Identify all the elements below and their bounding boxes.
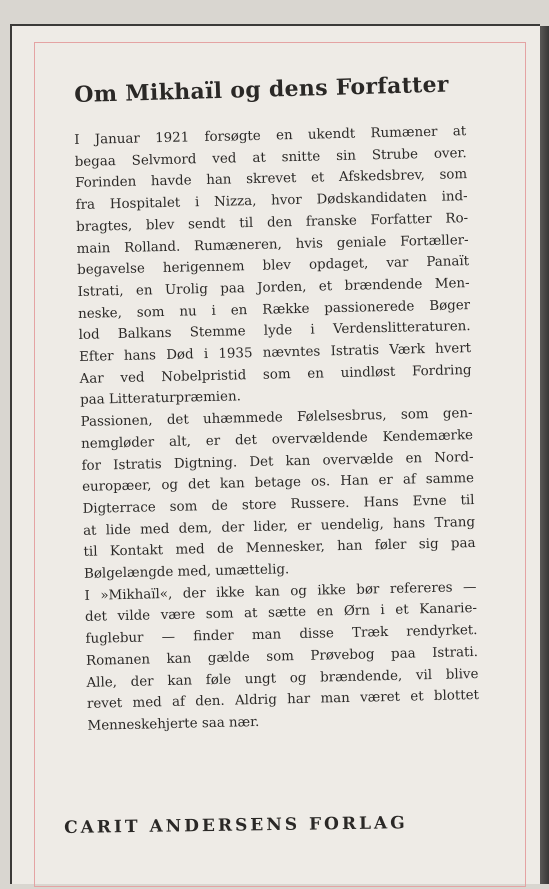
text-line: fuglebur — finder man disse Træk rendyrket. xyxy=(85,623,478,648)
text-line: nemgløder alt, er det overvældende Kendemærke xyxy=(80,427,474,452)
text-line: Bølgelængde med, umættelig. xyxy=(83,562,290,582)
text-line: fra Hospitalet i Nizza, hvor Dødskandidaten ind- xyxy=(75,189,468,214)
text-line: begavelse herigennem blev opdaget, var Panaït xyxy=(77,254,470,279)
text-line: lod Balkans Stemme lyde i Verdenslitteraturen. xyxy=(78,319,471,344)
text-line: Efter hans Død i 1935 nævntes Istratis Værk hvert xyxy=(78,341,472,365)
text-line: Passionen, det uhæmmede Følelsesbrus, som gen- xyxy=(80,406,473,431)
publisher-imprint: CARIT ANDERSENS FORLAG xyxy=(64,813,408,838)
text-line: europæer, og det kan betage os. Han er af samme xyxy=(81,471,475,496)
text-line: Istrati, en Urolig paa Jorden, et brændende Men- xyxy=(77,275,470,300)
paragraph-2 xyxy=(80,403,476,585)
text-line: det vilde være som at sætte en Ørn i et Kanarie- xyxy=(84,601,478,626)
text-line: Forinden havde han skrevet et Afskedsbrev, som xyxy=(75,167,468,192)
text-line: at lide med dem, der lider, er uendelig, hans Trang xyxy=(82,514,476,539)
text-line: bragtes, blev sendt til den franske Forfatter Ro- xyxy=(76,210,469,235)
paragraph-1 xyxy=(74,121,472,412)
text-line: Digterrace som de store Russere. Hans Evne til xyxy=(82,492,475,517)
text-line: Alle, der kan føle ungt og brændende, vil blive xyxy=(86,666,479,691)
text-line: Aar ved Nobelpristid som en uindløst Fordring xyxy=(79,362,472,387)
paragraph-3 xyxy=(84,577,479,738)
text-line: for Istratis Digtning. Det kan overvælde en Nord- xyxy=(81,449,474,474)
text-line: main Rolland. Rumæneren, hvis geniale Fortæller- xyxy=(76,232,469,257)
text-line: I Januar 1921 forsøgte en ukendt Rumæner at xyxy=(74,124,467,148)
text-line: paa Litteraturpræmien. xyxy=(79,389,242,409)
text-line: I »Mikhaïl«, der ikke kan og ikke bør refereres — xyxy=(84,579,477,604)
text-line: begaa Selvmord ved at snitte sin Strube over. xyxy=(74,145,467,170)
page-title: Om Mikhaïl og dens Forfatter xyxy=(74,71,450,108)
text-line: revet med af den. Aldrig har man været et blottet xyxy=(86,688,480,713)
text-line: neske, som nu i en Række passionerede Bøger xyxy=(78,297,471,322)
text-line: Romanen kan gælde som Prøvebog paa Istrati. xyxy=(85,644,479,669)
text-line: Menneskehjerte saa nær. xyxy=(87,714,260,734)
text-line: til Kontakt med de Mennesker, han føler sig paa xyxy=(83,536,476,561)
body-text xyxy=(74,121,480,737)
